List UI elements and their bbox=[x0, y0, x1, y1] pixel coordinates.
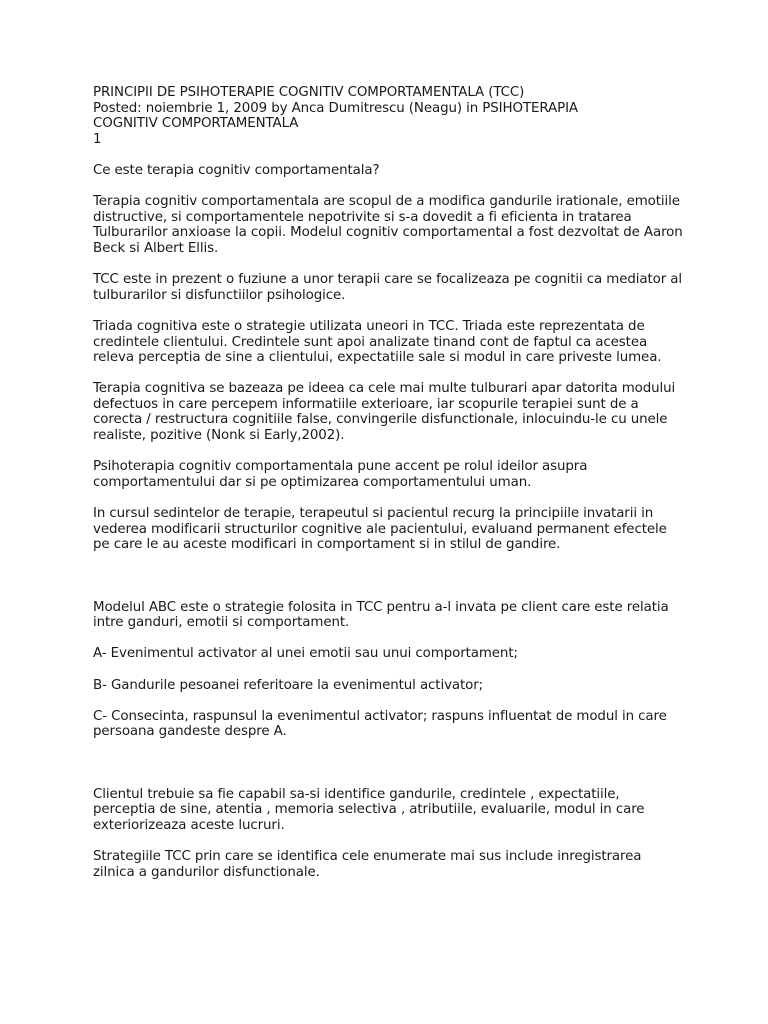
paragraph: Psihoterapia cognitiv comportamentala pune accent pe rolul ideilor asupra comportamentului dar si pe optimizarea comportamentului uman. bbox=[93, 459, 588, 490]
paragraph: TCC este in prezent o fuziune a unor terapii care se focalizeaza pe cognitii ca mediator al tulburarilor si disfunctiilor psihologice. bbox=[93, 272, 683, 303]
document-title: PRINCIPII DE PSIHOTERAPIE COGNITIV COMPORTAMENTALA (TCC) bbox=[93, 85, 525, 100]
abc-model-intro: Modelul ABC este o strategie folosita in TCC pentru a-l invata pe client care este relatia intre ganduri, emotii si comportament. bbox=[93, 599, 669, 631]
paragraph: Triada cognitiva este o strategie utilizata uneori in TCC. Triada este reprezentata de credintele clientului. Credintele sunt apoi analizate tinand cont de faptul ca acestea releva perceptia de sine a clientului, expectatiile sale si modul in care priveste lumea. bbox=[93, 318, 662, 366]
spacer bbox=[93, 568, 683, 599]
posted-info-line-1: Posted: noiembrie 1, 2009 by Anca Dumitrescu (Neagu) in PSIHOTERAPIA bbox=[93, 100, 578, 116]
abc-item-b: B- Gandurile pesoanei referitoare la evenimentul activator; bbox=[93, 677, 484, 693]
document-header bbox=[93, 85, 683, 147]
strategies-paragraph: Strategiile TCC prin care se identifica cele enumerate mai sus include inregistrarea zilnica a gandurilor disfunctionale. bbox=[93, 849, 642, 880]
posted-info-line-2: COGNITIV COMPORTAMENTALA bbox=[93, 116, 299, 132]
paragraph: In cursul sedintelor de terapie, terapeutul si pacientul recurg la principiile invatarii in vederea modificarii structurilor cognitive ale pacientului, evaluand permanent efectele pe care le au aceste modificari in comportament si in stilul de gandire. bbox=[93, 506, 667, 553]
question-heading: Ce este terapia cognitiv comportamentala? bbox=[93, 162, 380, 178]
client-paragraph: Clientul trebuie sa fie capabil sa-si identifice gandurile, credintele , expectatiile, perceptia de sine, atentia , memoria selectiva , atributiile, evaluarile, modul in care exteriorizeaza aceste lucruri. bbox=[93, 786, 645, 833]
abc-item-c: C- Consecinta, raspunsul la evenimentul activator; raspuns influentat de modul in care persoana gandeste despre A. bbox=[93, 708, 667, 740]
document-body bbox=[93, 85, 683, 896]
abc-item-a: A- Evenimentul activator al unei emotii sau unui comportament; bbox=[93, 646, 518, 662]
paragraph: Terapia cognitiva se bazeaza pe ideea ca cele mai multe tulburari apar datorita modului defectuos in care percepem informatiile exterioare, iar scopurile terapiei sunt de a corecta / restructura cognitiile false, convingerile disfunctionale, inlocuindu-le cu unele realiste, pozitive (Nonk si Early,2002). bbox=[93, 381, 676, 444]
paragraph: Terapia cognitiv comportamentala are scopul de a modifica gandurile irationale, emotiile distructive, si comportamentele nepotrivite si s-a dovedit a fi eficienta in tratarea Tulburarilor anxioase la copii. Modelul cognitiv comportamental a fost dezvoltat de Aaron Beck si Albert Ellis. bbox=[93, 194, 683, 256]
comment-count: 1 bbox=[93, 131, 102, 147]
spacer bbox=[93, 756, 683, 787]
